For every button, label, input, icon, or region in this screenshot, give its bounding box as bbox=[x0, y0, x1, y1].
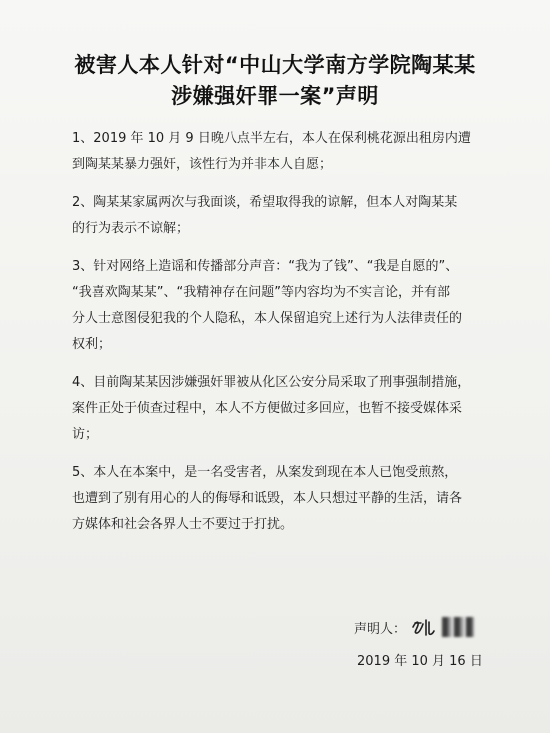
paragraph-line: 到陶某某暴力强奸，该性行为并非本人自愿； bbox=[72, 157, 333, 172]
signature-label: 声明人： bbox=[354, 621, 407, 637]
paragraph-line: 权利； bbox=[72, 337, 112, 352]
statement-title-line2: 涉嫌强奸罪一案”声明 bbox=[171, 84, 379, 108]
statement-title-line1: 被害人本人针对“中山大学南方学院陶某某 bbox=[74, 53, 476, 77]
statement-body bbox=[72, 126, 502, 550]
paragraph-line: “我喜欢陶某某”、“我精神存在问题”等内容均为不实言论，并有部 bbox=[72, 285, 450, 300]
statement-date: 2019 年 10 月 16 日 bbox=[357, 654, 483, 669]
redacted-name bbox=[442, 617, 474, 637]
handwritten-signature bbox=[410, 615, 440, 639]
paragraph-line: 4、目前陶某某因涉嫌强奸罪被从化区公安分局采取了刑事强制措施， bbox=[72, 375, 471, 390]
paragraph-line: 也遭到了别有用心的人的侮辱和诋毁，本人只想过平静的生活，请各 bbox=[72, 491, 463, 506]
paragraph-line: 的行为表示不谅解； bbox=[72, 221, 190, 236]
paragraph-line: 方媒体和社会各界人士不要过于打扰。 bbox=[72, 517, 294, 532]
paragraph-2 bbox=[72, 190, 502, 242]
paragraph-line: 访； bbox=[72, 427, 99, 442]
paragraph-1 bbox=[72, 126, 502, 178]
paragraph-line: 5、本人在本案中，是一名受害者，从案发到现在本人已饱受煎熬， bbox=[72, 465, 458, 480]
paragraph-4 bbox=[72, 370, 502, 448]
paragraph-line: 1、2019 年 10 月 9 日晚八点半左右，本人在保利桃花源出租房内遭 bbox=[72, 131, 471, 146]
signature-block bbox=[354, 615, 474, 639]
paragraph-5 bbox=[72, 460, 502, 538]
paragraph-3 bbox=[72, 254, 502, 358]
paragraph-line: 案件正处于侦查过程中，本人不方便做过多回应，也暂不接受媒体采 bbox=[72, 401, 463, 416]
paragraph-line: 2、陶某某家属两次与我面谈，希望取得我的谅解，但本人对陶某某 bbox=[72, 195, 458, 210]
paragraph-line: 3、针对网络上造谣和传播部分声音：“我为了钱”、“我是自愿的”、 bbox=[72, 259, 459, 274]
paragraph-line: 分人士意图侵犯我的个人隐私，本人保留追究上述行为人法律责任的 bbox=[72, 311, 463, 326]
